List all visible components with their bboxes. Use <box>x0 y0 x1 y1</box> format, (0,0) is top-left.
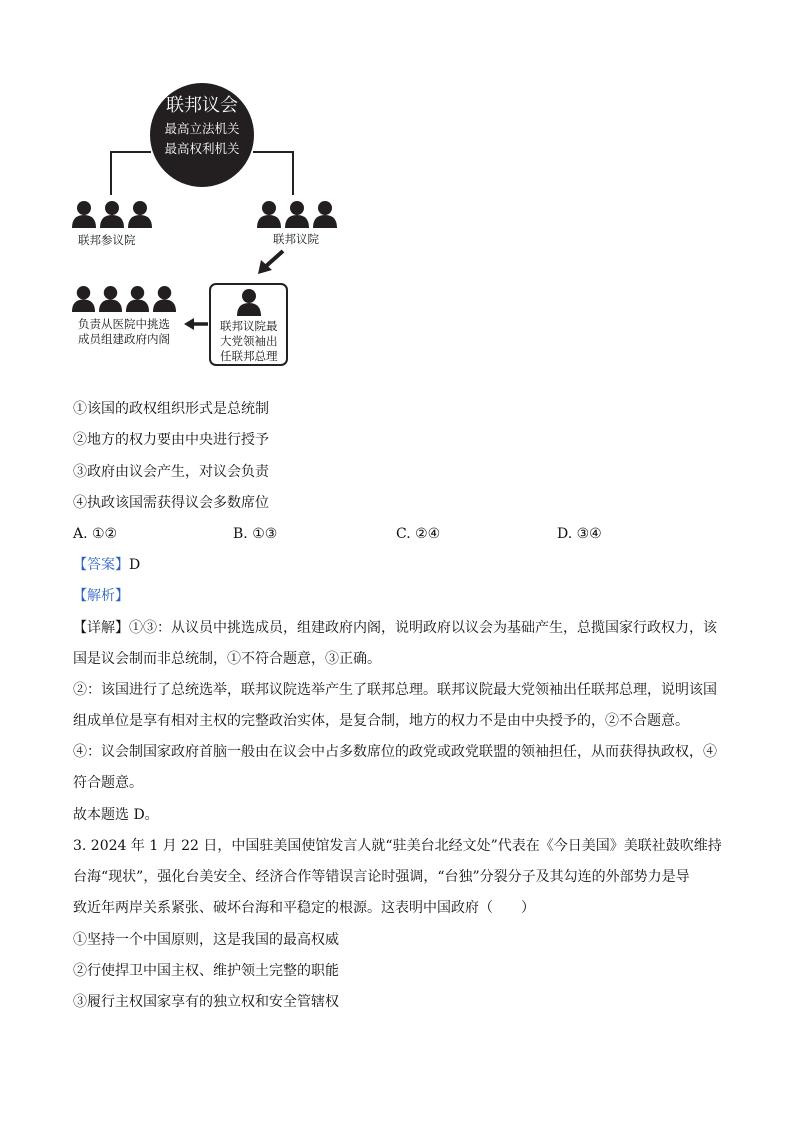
q3-statement-1: ①坚持一个中国原则，这是我国的最高权威 <box>73 932 339 948</box>
answer-label: 【答案】 <box>73 557 129 573</box>
detail-line-3: ②：该国进行了总统选举，联邦议院选举产生了联邦总理。联邦议院最大党领袖出任联邦总理，说明该国 <box>73 682 717 698</box>
chancellor-text-2: 大党领袖出 <box>220 334 278 348</box>
detail-label: 【详解】 <box>73 620 129 636</box>
person-icon <box>71 200 97 228</box>
cabinet-people-icons <box>71 285 177 312</box>
statement-1: ①该国的政权组织形式是总统制 <box>73 401 269 417</box>
detail-line-1 <box>73 618 717 638</box>
house-people-icons <box>256 200 338 228</box>
q3-line-2: 台海“现状”，强化台美安全、经济合作等错误言论时强调，“台独”分裂分子及其勾连的外部势力是导 <box>73 869 690 885</box>
analysis-label: 【解析】 <box>73 588 129 604</box>
chancellor-box <box>209 283 288 366</box>
parliament-title: 联邦议会 <box>166 95 238 116</box>
statement-3: ③政府由议会产生，对议会负责 <box>73 464 269 480</box>
person-icon <box>256 200 282 228</box>
analysis-line <box>73 586 129 606</box>
person-icon <box>99 200 125 228</box>
parliament-role-1: 最高立法机关 <box>164 121 240 136</box>
person-icon <box>284 200 310 228</box>
detail-line-4: 组成单位是享有相对主权的完整政治实体，是复合制，地方的权力不是由中央授予的，②不合题意。 <box>73 713 689 729</box>
q3-statement-3: ③履行主权国家享有的独立权和安全管辖权 <box>73 994 339 1010</box>
person-icon <box>152 285 177 312</box>
option-d: D. ③④ <box>557 526 602 542</box>
option-b: B. ①③ <box>233 526 278 542</box>
person-icon <box>127 200 153 228</box>
chancellor-text-1: 联邦议院最 <box>220 319 278 333</box>
cabinet-label-1: 负责从医院中挑选 <box>78 317 170 331</box>
q3-line-1: 3. 2024 年 1 月 22 日，中国驻美国使馆发言人就“驻美台北经文处”代表在《今日美国》美联社鼓吹维持 <box>73 838 722 854</box>
q3-line-3: 致近年两岸关系紧张、破坏台海和平稳定的根源。这表明中国政府（ ） <box>73 900 535 916</box>
connector-left-v <box>110 151 112 195</box>
detail-line-5: ④：议会制国家政府首脑一般由在议会中占多数席位的政党或政党联盟的领袖担任，从而获得执政权，④ <box>73 744 717 760</box>
connector-right-h <box>253 151 294 153</box>
detail-line-2: 国是议会制而非总统制，①不符合题意，③正确。 <box>73 651 381 667</box>
detail-text-1: ①③：从议员中挑选成员，组建政府内阁，说明政府以议会为基础产生，总揽国家行政权力，该 <box>129 620 717 636</box>
answer-line <box>73 555 140 575</box>
arrow-left-icon <box>184 317 208 331</box>
person-icon <box>125 285 150 312</box>
person-icon <box>98 285 123 312</box>
parliament-role-2: 最高权利机关 <box>164 141 240 156</box>
answer-value: D <box>129 557 141 573</box>
house-label: 联邦议院 <box>273 232 319 246</box>
senate-people-icons <box>71 200 153 228</box>
person-icon <box>236 288 262 316</box>
statement-4: ④执政该国需获得议会多数席位 <box>73 495 269 511</box>
statement-2: ②地方的权力要由中央进行授予 <box>73 432 269 448</box>
federal-parliament-node <box>150 83 254 187</box>
detail-line-6: 符合题意。 <box>73 775 143 791</box>
q3-statement-2: ②行使捍卫中国主权、维护领土完整的职能 <box>73 963 339 979</box>
detail-line-7: 故本题选 D。 <box>73 807 159 823</box>
arrow-down-left-icon <box>256 248 286 276</box>
connector-left-h <box>110 151 151 153</box>
cabinet-label-2: 成员组建政府内阁 <box>78 332 170 346</box>
person-icon <box>312 200 338 228</box>
connector-right-v <box>292 151 294 195</box>
person-icon <box>71 285 96 312</box>
option-a: A. ①② <box>73 526 118 542</box>
chancellor-text-3: 任联邦总理 <box>220 349 278 363</box>
option-c: C. ②④ <box>396 526 441 542</box>
senate-label: 联邦参议院 <box>78 233 136 247</box>
